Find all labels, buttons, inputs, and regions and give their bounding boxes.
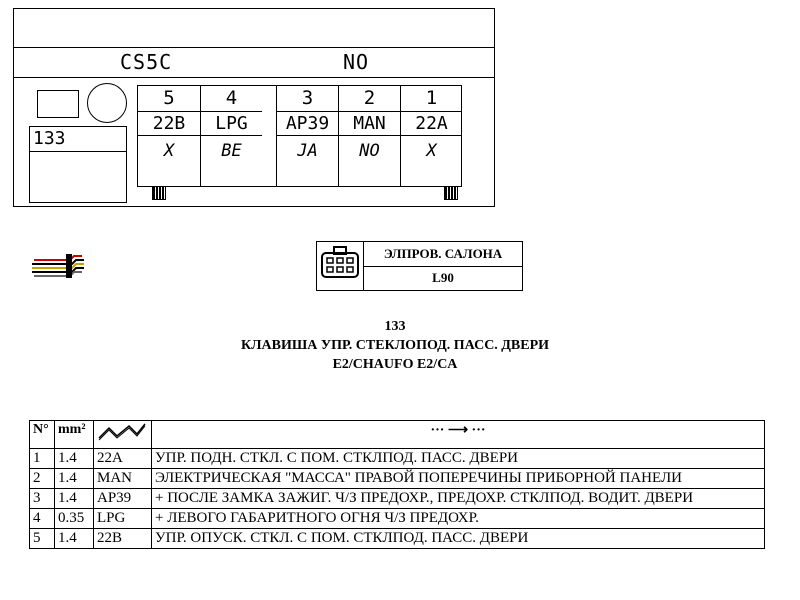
- row-desc: + ЛЕВОГО ГАБАРИТНОГО ОГНЯ Ч/З ПРЕДОХР.: [152, 509, 765, 529]
- table-header-row: [30, 421, 765, 449]
- connector-info-table: [316, 241, 523, 291]
- connector-icon: [317, 242, 363, 286]
- row-wire: 22B: [94, 529, 152, 549]
- pin-column: [200, 86, 262, 186]
- connector-color: NO: [343, 50, 370, 74]
- harness-icon: [30, 252, 86, 280]
- pin-wire: LPG: [201, 112, 262, 136]
- table-row: [30, 529, 765, 549]
- row-no: 1: [30, 449, 55, 469]
- pin-wire: 22B: [138, 112, 200, 136]
- divider: [29, 151, 127, 152]
- latch-left: [152, 186, 166, 200]
- header-mm2: mm²: [55, 421, 94, 449]
- row-mm2: 1.4: [55, 529, 94, 549]
- wires-table: [29, 420, 765, 549]
- component-label: 133: [33, 128, 66, 149]
- connector-key-circle: [87, 83, 127, 123]
- pin-wire: MAN: [339, 112, 400, 136]
- connector-key-rectangle: [37, 90, 79, 118]
- connector-icon-cell: [317, 242, 364, 291]
- row-mm2: 1.4: [55, 469, 94, 489]
- pin-column: [276, 86, 338, 186]
- pin-wire: AP39: [277, 112, 338, 136]
- table-row: [30, 449, 765, 469]
- divider: [13, 47, 495, 48]
- harness-code: L90: [364, 266, 523, 291]
- row-no: 2: [30, 469, 55, 489]
- component-name: КЛАВИША УПР. СТЕКЛОПОД. ПАСС. ДВЕРИ: [240, 338, 550, 353]
- divider: [13, 77, 495, 78]
- header-no: N°: [30, 421, 55, 449]
- row-wire: LPG: [94, 509, 152, 529]
- row-mm2: 0.35: [55, 509, 94, 529]
- row-desc: УПР. ОПУСК. СТКЛ. С ПОМ. СТКЛПОД. ПАСС. ДВЕРИ: [152, 529, 765, 549]
- pin-color: X: [163, 141, 175, 161]
- pin-color: NO: [359, 141, 380, 161]
- row-wire: AP39: [94, 489, 152, 509]
- pin-wire: 22A: [401, 112, 462, 136]
- wire-symbol-header: [94, 421, 152, 449]
- pin-column: [138, 86, 200, 186]
- pin-number: 3: [277, 86, 338, 112]
- pin-number: 2: [339, 86, 400, 112]
- table-row: [30, 469, 765, 489]
- row-desc: УПР. ПОДН. СТКЛ. С ПОМ. СТКЛПОД. ПАСС. ДВЕРИ: [152, 449, 765, 469]
- pin-number: 4: [201, 86, 262, 112]
- pin-color: X: [426, 141, 437, 161]
- pin-column: [400, 86, 462, 186]
- pin-column: [338, 86, 400, 186]
- row-wire: MAN: [94, 469, 152, 489]
- pin-color: JA: [297, 141, 318, 161]
- table-row: [30, 489, 765, 509]
- table-row: [30, 509, 765, 529]
- row-no: 4: [30, 509, 55, 529]
- component-variant: E2/CHAUFO E2/CA: [332, 357, 458, 372]
- pin-grid: [137, 85, 462, 187]
- row-desc: ЭЛЕКТРИЧЕСКАЯ "МАССА" ПРАВОЙ ПОПЕРЕЧИНЫ ПРИБОРНОЙ ПАНЕЛИ: [152, 469, 765, 489]
- header-direction: ··· ⟶ ···: [152, 421, 765, 449]
- connector-code: CS5C: [120, 50, 173, 74]
- row-desc: + ПОСЛЕ ЗАМКА ЗАЖИГ. Ч/З ПРЕДОХР., ПРЕДОХР. СТКЛПОД. ВОДИТ. ДВЕРИ: [152, 489, 765, 509]
- row-no: 5: [30, 529, 55, 549]
- pin-color: BE: [221, 141, 242, 161]
- row-mm2: 1.4: [55, 449, 94, 469]
- row-wire: 22A: [94, 449, 152, 469]
- wire-zigzag-icon: [97, 422, 148, 442]
- pin-number: 1: [401, 86, 462, 112]
- pin-number: 5: [138, 86, 200, 112]
- row-no: 3: [30, 489, 55, 509]
- row-mm2: 1.4: [55, 489, 94, 509]
- latch-right: [444, 186, 458, 200]
- component-number: 133: [384, 319, 406, 334]
- harness-name: ЭЛПРОВ. САЛОНА: [364, 242, 523, 267]
